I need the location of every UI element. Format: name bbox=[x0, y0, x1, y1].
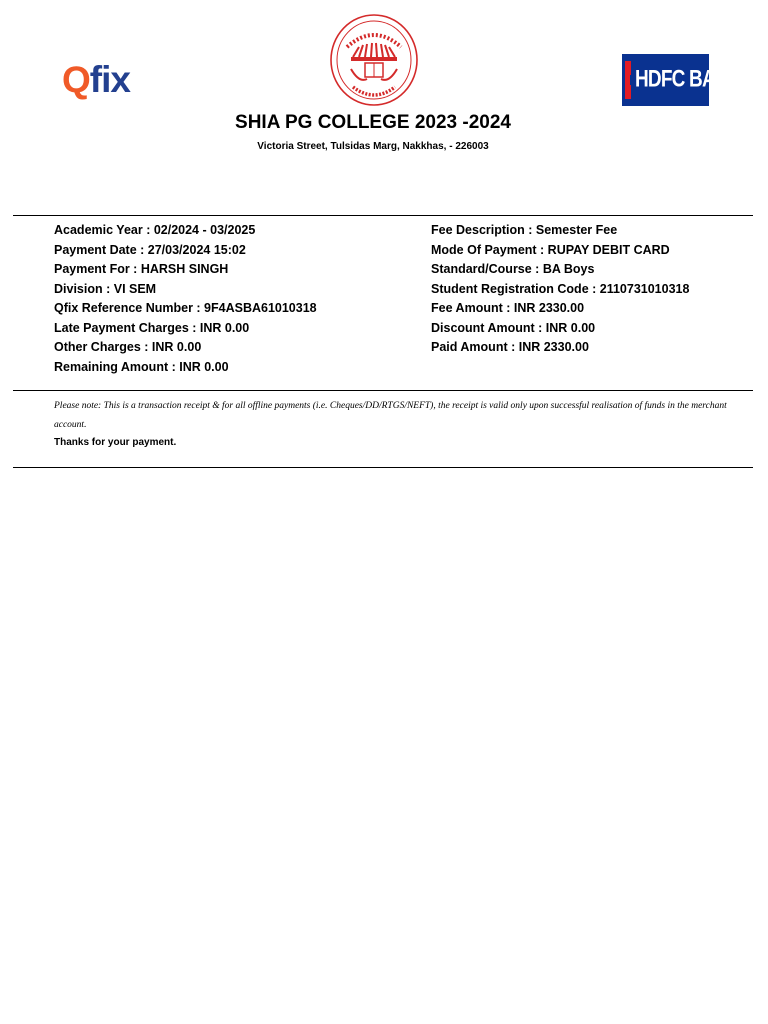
detail-discount-amount: Discount Amount : INR 0.00 bbox=[431, 320, 596, 335]
hdfc-bank-logo-text: HDFC BANK bbox=[635, 66, 741, 93]
qfix-logo-q: Q bbox=[62, 59, 90, 100]
detail-division: Division : VI SEM bbox=[54, 281, 157, 296]
detail-fee-description: Fee Description : Semester Fee bbox=[431, 223, 618, 237]
detail-remaining-amount: Remaining Amount : INR 0.00 bbox=[54, 359, 229, 374]
college-seal-icon bbox=[329, 13, 419, 107]
detail-fee-amount: Fee Amount : INR 2330.00 bbox=[431, 301, 585, 315]
divider-bottom bbox=[13, 467, 753, 468]
qfix-logo bbox=[62, 58, 142, 102]
receipt-note: Please note: This is a transaction receipt & for all offline payments (i.e. Cheques/DD/RTGS/NEFT), the receipt is valid only upon successful realisation of funds in the merchant account. bbox=[54, 401, 727, 430]
detail-payment-date: Payment Date : 27/03/2024 15:02 bbox=[54, 242, 246, 257]
detail-payment-for: Payment For : HARSH SINGH bbox=[54, 262, 229, 276]
hdfc-bank-logo bbox=[622, 54, 741, 106]
detail-standard-course: Standard/Course : BA Boys bbox=[431, 262, 595, 276]
divider-top bbox=[13, 215, 753, 216]
thanks-message: Thanks for your payment. bbox=[54, 437, 177, 448]
college-address: Victoria Street, Tulsidas Marg, Nakkhas, - 226003 bbox=[257, 141, 489, 152]
qfix-logo-fix: fix bbox=[89, 59, 130, 100]
page-title: SHIA PG COLLEGE 2023 -2024 bbox=[235, 112, 511, 133]
details-right-column bbox=[431, 221, 689, 358]
detail-paid-amount: Paid Amount : INR 2330.00 bbox=[431, 340, 589, 354]
detail-registration-code: Student Registration Code : 2110731010318 bbox=[431, 281, 690, 296]
detail-mode-of-payment: Mode Of Payment : RUPAY DEBIT CARD bbox=[431, 242, 670, 257]
details-left-column bbox=[54, 221, 317, 377]
hdfc-mark-icon bbox=[625, 61, 631, 99]
divider-middle bbox=[13, 390, 753, 391]
detail-qfix-reference: Qfix Reference Number : 9F4ASBA61010318 bbox=[54, 301, 317, 315]
detail-other-charges: Other Charges : INR 0.00 bbox=[54, 340, 202, 354]
detail-academic-year: Academic Year : 02/2024 - 03/2025 bbox=[54, 223, 256, 237]
detail-late-payment-charges: Late Payment Charges : INR 0.00 bbox=[54, 320, 250, 335]
